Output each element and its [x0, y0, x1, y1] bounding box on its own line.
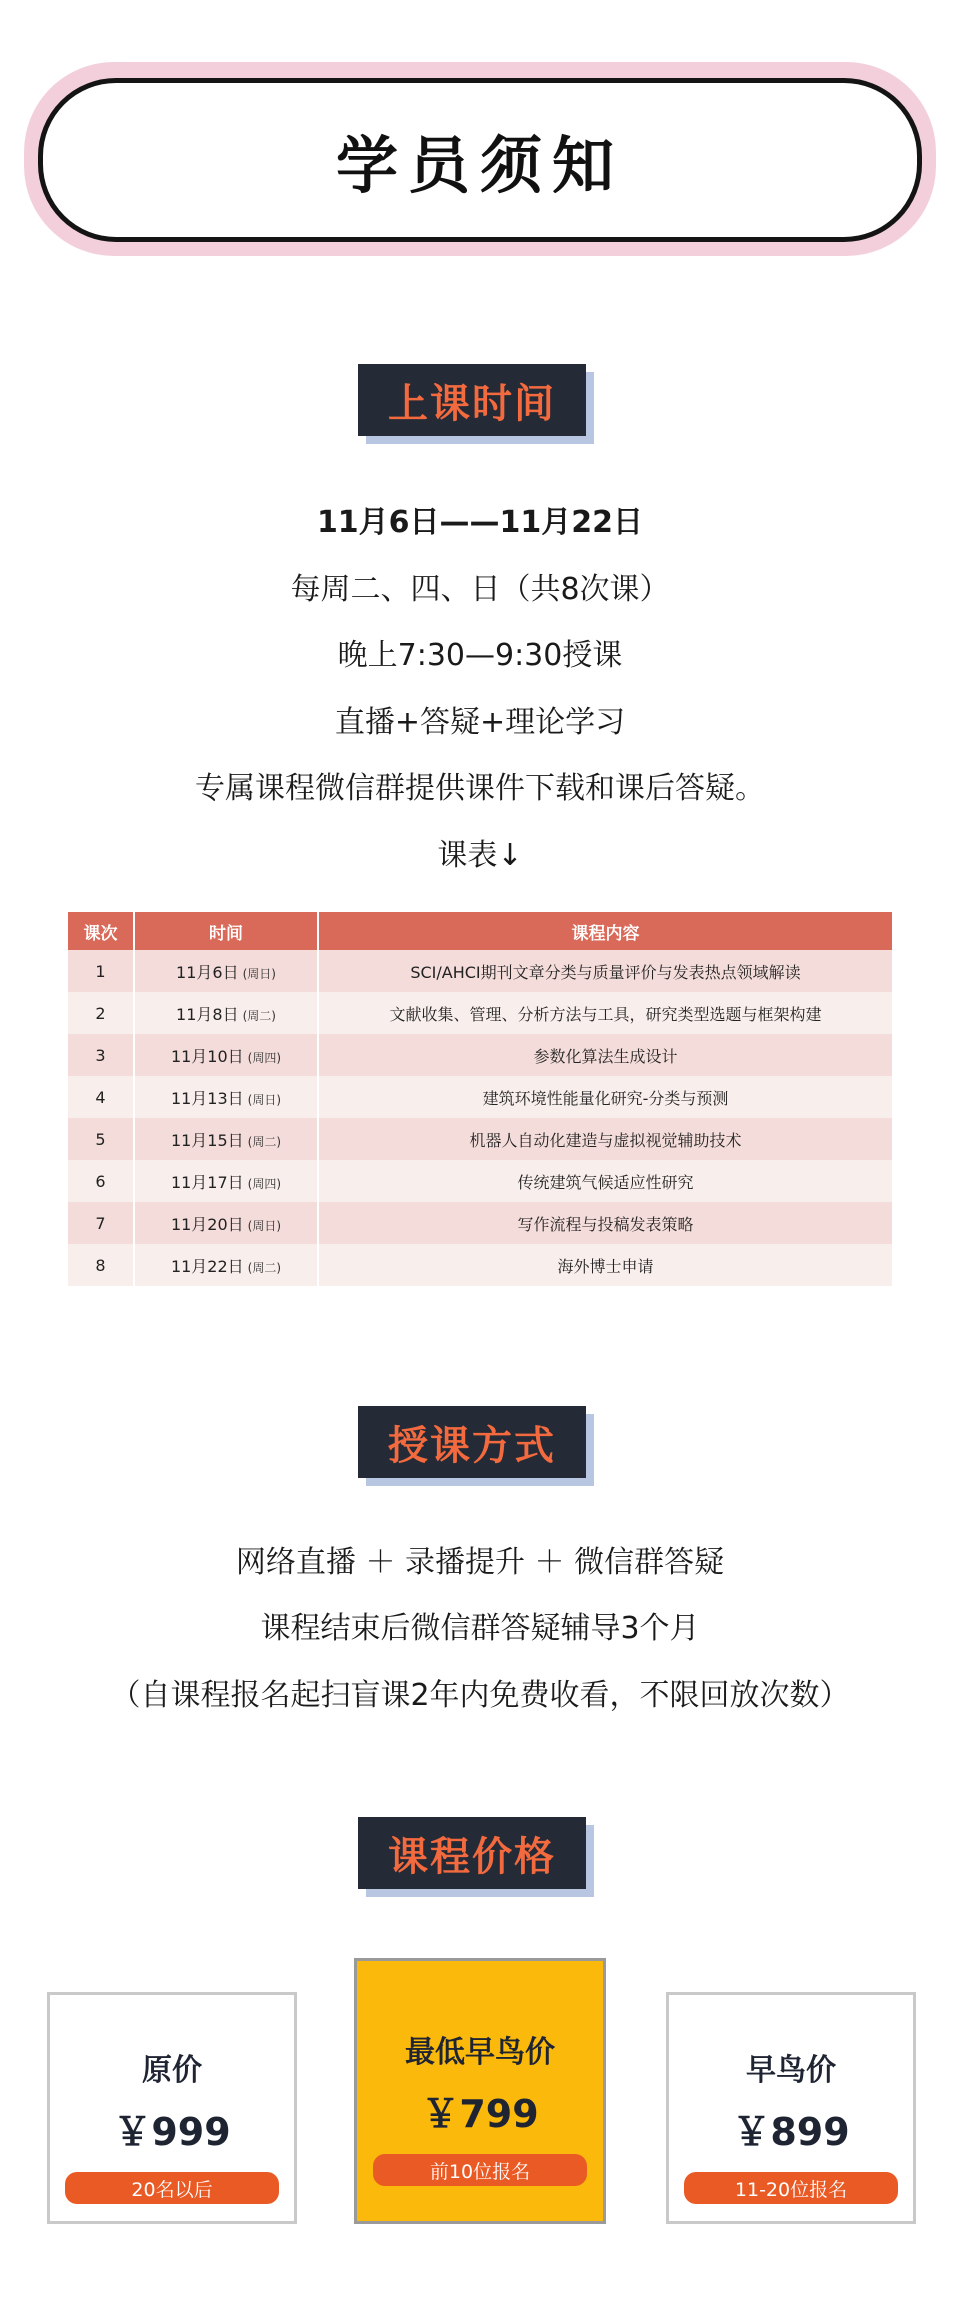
header-lesson-no: 课次	[68, 912, 134, 950]
weekday-info: 每周二、四、日（共8次课）	[290, 572, 670, 607]
teaching-method: 网络直播 ＋ 录播提升 ＋ 微信群答疑	[235, 1545, 725, 1580]
lesson-content: 传统建筑气候适应性研究	[318, 1160, 892, 1202]
date-text: 11月22日	[170, 1256, 244, 1276]
weekday-text: (周二)	[247, 1260, 282, 1275]
date-text: 11月8日	[176, 1004, 239, 1024]
table-header-row	[68, 912, 892, 950]
class-format: 直播+答疑+理论学习	[334, 705, 626, 740]
lesson-date	[134, 1202, 318, 1244]
price-card-lowest-early-bird	[354, 1958, 606, 2224]
table-row	[68, 1118, 892, 1160]
schedule-heading	[358, 364, 594, 444]
method-heading	[358, 1406, 594, 1486]
card-price: ￥799	[421, 2092, 539, 2136]
card-label: 最低早鸟价	[405, 2035, 555, 2070]
table-row	[68, 950, 892, 992]
lesson-no: 1	[68, 950, 134, 992]
table-row	[68, 1244, 892, 1286]
weekday-text: (周二)	[242, 1008, 276, 1023]
lesson-content: 文献收集、管理、分析方法与工具，研究类型选题与框架构建	[318, 992, 892, 1034]
table-row	[68, 992, 892, 1034]
date-range: 11月6日——11月22日	[316, 505, 644, 540]
weekday-text: (周日)	[242, 966, 276, 981]
heading-box	[358, 1817, 586, 1889]
card-label: 原价	[142, 2053, 202, 2088]
table-row	[68, 1034, 892, 1076]
wechat-group-info: 专属课程微信群提供课件下载和课后答疑。	[195, 771, 765, 806]
weekday-text: (周日)	[247, 1218, 282, 1233]
method-heading-text: 授课方式	[388, 1422, 556, 1469]
lesson-date	[134, 950, 318, 992]
weekday-text: (周日)	[247, 1092, 282, 1107]
card-note: 11-20位报名	[684, 2172, 898, 2204]
weekday-text: (周四)	[247, 1176, 282, 1191]
lesson-no: 4	[68, 1076, 134, 1118]
lesson-date	[134, 1034, 318, 1076]
schedule-heading-text: 上课时间	[388, 380, 556, 427]
weekday-text: (周二)	[247, 1134, 282, 1149]
table-row	[68, 1160, 892, 1202]
card-label: 早鸟价	[746, 2053, 836, 2088]
title-banner	[38, 78, 922, 242]
date-text: 11月6日	[176, 962, 239, 982]
date-text: 11月20日	[170, 1214, 244, 1234]
lesson-no: 6	[68, 1160, 134, 1202]
header-time: 时间	[134, 912, 318, 950]
date-text: 11月10日	[170, 1046, 244, 1066]
lesson-no: 3	[68, 1034, 134, 1076]
card-note: 20名以后	[65, 2172, 279, 2204]
schedule-table	[68, 912, 892, 1286]
date-text: 11月15日	[170, 1130, 244, 1150]
lesson-no: 5	[68, 1118, 134, 1160]
price-card-original	[47, 1992, 297, 2224]
header-content: 课程内容	[318, 912, 892, 950]
table-row	[68, 1202, 892, 1244]
class-hours: 晚上7:30—9:30授课	[337, 638, 623, 673]
lesson-content: 参数化算法生成设计	[318, 1034, 892, 1076]
lesson-no: 8	[68, 1244, 134, 1286]
lesson-no: 2	[68, 992, 134, 1034]
replay-policy: （自课程报名起扫盲课2年内免费收看，不限回放次数）	[110, 1678, 850, 1713]
lesson-content: 建筑环境性能量化研究-分类与预测	[318, 1076, 892, 1118]
card-price: ￥999	[113, 2110, 231, 2154]
lesson-date	[134, 1244, 318, 1286]
lesson-no: 7	[68, 1202, 134, 1244]
lesson-content: SCI/AHCI期刊文章分类与质量评价与发表热点领域解读	[318, 950, 892, 992]
lesson-date	[134, 992, 318, 1034]
date-text: 11月17日	[170, 1172, 244, 1192]
price-card-early-bird	[666, 1992, 916, 2224]
lesson-content: 写作流程与投稿发表策略	[318, 1202, 892, 1244]
lesson-date	[134, 1160, 318, 1202]
heading-box	[358, 364, 586, 436]
tutoring-period: 课程结束后微信群答疑辅导3个月	[260, 1611, 700, 1646]
table-row	[68, 1076, 892, 1118]
weekday-text: (周四)	[247, 1050, 282, 1065]
lesson-date	[134, 1076, 318, 1118]
page-title: 学员须知	[335, 128, 624, 202]
price-heading-text: 课程价格	[388, 1833, 556, 1880]
lesson-content: 海外博士申请	[318, 1244, 892, 1286]
date-text: 11月13日	[170, 1088, 244, 1108]
card-note: 前10位报名	[373, 2154, 587, 2186]
price-heading	[358, 1817, 594, 1897]
table-caption: 课表↓	[437, 838, 523, 873]
heading-box	[358, 1406, 586, 1478]
lesson-content: 机器人自动化建造与虚拟视觉辅助技术	[318, 1118, 892, 1160]
card-price: ￥899	[732, 2110, 850, 2154]
lesson-date	[134, 1118, 318, 1160]
